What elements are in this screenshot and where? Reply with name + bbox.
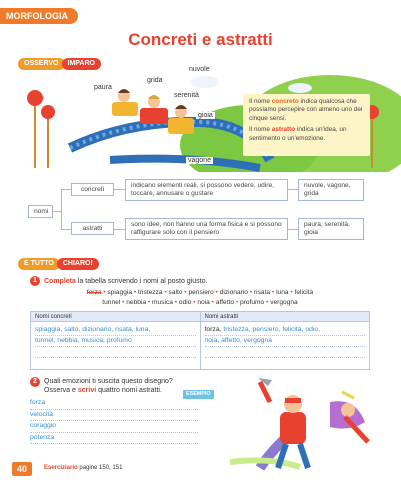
page-number: 40	[12, 462, 32, 476]
word-separator: •	[132, 289, 138, 296]
map-branch-concreti: concreti	[71, 183, 114, 196]
table-row: noia, affetto, vergogna	[205, 336, 366, 347]
label-nuvole: nuvole	[189, 66, 210, 73]
exercise1-words-line1	[30, 288, 370, 297]
label-gioia: gioia	[198, 112, 213, 119]
page-title: Concreti e astratti	[128, 30, 273, 49]
word-item: odio	[178, 299, 192, 306]
page-footer	[0, 460, 401, 480]
word-separator: •	[247, 289, 254, 296]
word-item: tristezza	[137, 289, 163, 296]
word-separator: •	[146, 299, 153, 306]
label-grida: grida	[147, 77, 163, 84]
word-separator: •	[172, 299, 179, 306]
section-tag: MORFOLOGIA	[0, 8, 78, 24]
word-item: forza	[86, 289, 102, 296]
word-item: tunnel	[102, 299, 121, 306]
list-item: velocità	[30, 410, 198, 422]
superhero-illustration	[230, 372, 380, 472]
superhero-drawing	[230, 372, 380, 472]
rule-concreto: Il nome concreto indica qualcosa che possiamo percepire con almeno uno dei cinque sensi.	[249, 98, 363, 122]
table-column-concreti[interactable]	[31, 322, 200, 370]
word-item: vergogna	[270, 299, 298, 306]
list-item: forza	[30, 398, 198, 410]
map-examples-astratti: paura, serenità, gioia	[298, 218, 364, 240]
label-paura: paura	[94, 84, 112, 91]
rule-astratto: Il nome astratto indica un'idea, un sentimento o un'emozione.	[249, 126, 347, 142]
word-separator: •	[270, 289, 277, 296]
table-row: spiaggia, salto, dizionario, risata, luna,	[35, 325, 196, 336]
word-separator: •	[182, 289, 189, 296]
e-tutto-pill: È TUTTO	[18, 258, 60, 270]
word-item: luna	[276, 289, 289, 296]
label-vagone: vagone	[188, 157, 211, 164]
word-separator: •	[209, 299, 216, 306]
table-header-astratti: Nomi astratti	[200, 312, 370, 321]
word-separator: •	[288, 289, 295, 296]
exercise2-number: 2	[30, 377, 40, 387]
esempio-badge: ESEMPIO	[183, 390, 214, 399]
word-item: pensiero	[188, 289, 214, 296]
exercise1-number: 1	[30, 276, 40, 286]
table-column-astratti[interactable]	[200, 322, 370, 370]
word-separator: •	[191, 299, 198, 306]
map-branch-astratti: astratti	[71, 222, 114, 235]
table-row	[35, 347, 196, 358]
word-separator: •	[162, 289, 169, 296]
word-item: felicità	[294, 289, 314, 296]
exercise1-instruction: Completa la tabella scrivendo i nomi al posto giusto.	[44, 278, 208, 285]
word-item: noia	[197, 299, 210, 306]
word-separator: •	[264, 299, 271, 306]
map-examples-concreti: nuvole, vagone, grida	[298, 179, 364, 201]
exercise2-instruction: Osserva e scrivi quattro nomi astratti.	[44, 387, 162, 394]
word-item: dizionario	[219, 289, 248, 296]
word-item: salto	[168, 289, 183, 296]
table-header-concreti: Nomi concreti	[35, 314, 72, 320]
chiaro-pill: CHIARO!	[57, 258, 99, 270]
word-separator: •	[101, 289, 108, 296]
word-separator: •	[213, 289, 220, 296]
exercise1-words-line2	[30, 298, 370, 307]
word-item: profumo	[240, 299, 265, 306]
map-definition-concreti: indicano elementi reali, si possono vedere, udire, toccare, annusare o gustare	[125, 179, 288, 201]
exercise2-question: Quali emozioni ti suscita questo disegno?	[44, 378, 173, 385]
word-item: nebbia	[126, 299, 147, 306]
word-item: spiaggia	[107, 289, 132, 296]
word-separator: •	[234, 299, 241, 306]
word-item: risata	[253, 289, 271, 296]
imparo-pill: IMPARO	[62, 58, 101, 70]
table-row: forza, tristezza, pensiero, felicità, odio,	[205, 325, 366, 336]
rule-infobox	[243, 94, 370, 156]
map-definition-astratti: sono idee, non hanno una forma fisica e si possono raffigurare solo con il pensiero	[125, 218, 288, 240]
list-item: potenza	[30, 433, 198, 445]
word-separator: •	[120, 299, 127, 306]
label-serenita: serenità	[174, 92, 199, 99]
list-item: coraggio	[30, 421, 198, 433]
table-row	[205, 347, 366, 358]
word-item: musica	[152, 299, 173, 306]
osservo-pill: OSSERVO	[18, 58, 65, 70]
e-tutto-chiaro-tag	[18, 258, 99, 270]
map-root-nomi: nomi	[28, 205, 53, 218]
exercise2-answers[interactable]	[30, 398, 198, 444]
nouns-table	[30, 311, 370, 370]
table-row: tunnel, nebbia, musica, profumo	[35, 336, 196, 347]
eserciziario-reference: Eserciziario pagine 150, 151	[44, 465, 123, 471]
word-item: affetto	[215, 299, 235, 306]
